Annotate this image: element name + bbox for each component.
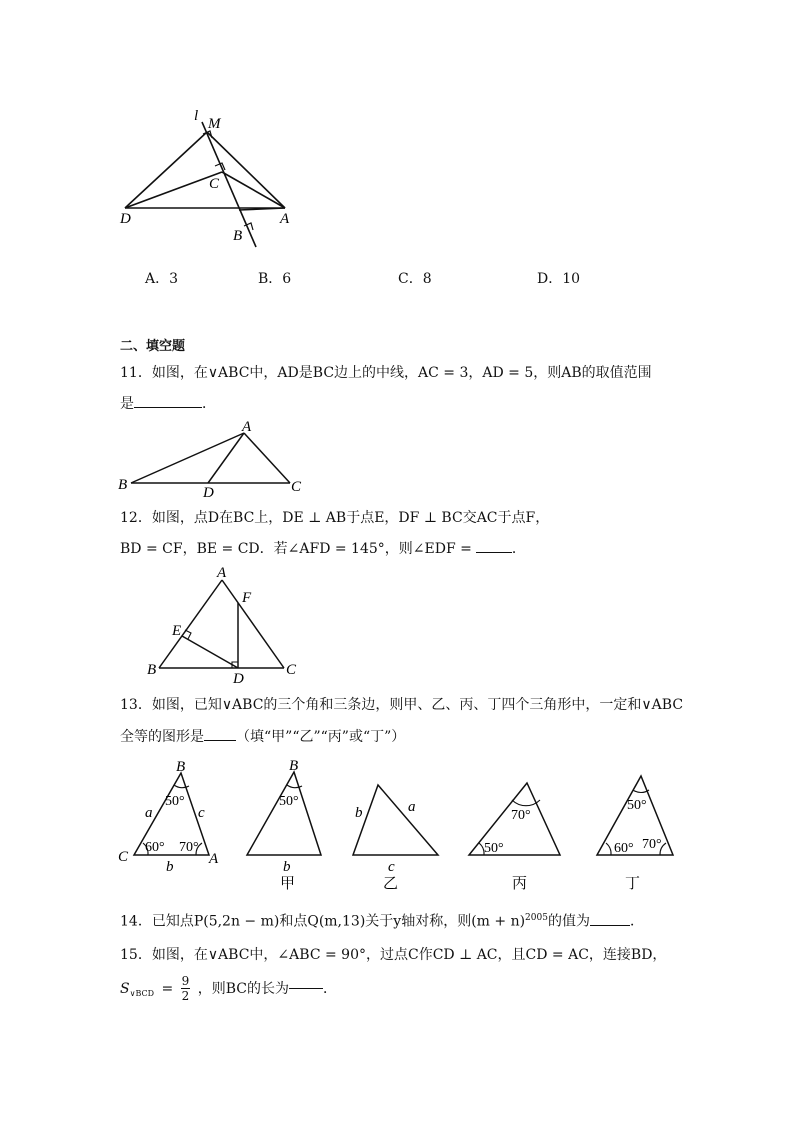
q15-s: S [120,980,130,997]
q15-answer-blank[interactable] [289,988,323,989]
q12-text: BD = CF，BE = CD．若∠AFD = 145°，则∠EDF = [120,541,472,557]
q15-line2 [120,974,337,1010]
q12-label-A: A [217,565,227,581]
tri0-angle-C: 60° [145,840,165,855]
q11-line1: 11．如图，在∨ABC中，AD是BC边上的中线，AC = 3，AD = 5，则AB的取值范围 [120,365,652,381]
q11-label-C: C [291,479,302,495]
label-M: M [208,116,221,132]
q15-denominator: 2 [181,989,190,1003]
tri0-label-C: C [118,849,129,865]
q15-s-sub: ∨BCD [129,988,155,998]
q12-label-E: E [172,623,182,639]
q15-fraction [181,974,191,1003]
q10-figure [0,0,794,280]
jia-label-b: b [283,859,291,875]
q12-line1: 12．如图，点D在BC上，DE ⊥ AB于点E，DF ⊥ BC交AC于点F， [120,510,550,526]
yi-label-c: c [388,859,395,875]
yi-label-a: a [408,799,416,815]
q11-line2 [120,395,216,413]
yi-label-b: b [355,805,363,821]
option-b: B．6 [258,271,292,287]
tri0-label-B: B [176,759,186,775]
q11-label-B: B [118,477,128,493]
ding-angle-left: 60° [614,841,634,856]
label-B: B [233,228,243,244]
jia-name: 甲 [280,874,296,892]
q13-answer-blank[interactable] [204,740,236,741]
label-A: A [280,211,290,227]
q14-suffix: 的值为 [547,913,590,930]
q13-prefix: 全等的图形是 [120,729,204,745]
q12-label-B: B [147,662,157,678]
bing-angle-left: 50° [484,841,504,856]
section-title: 二、填空题 [120,339,186,354]
q15-end: ． [323,980,338,997]
yi-name: 乙 [383,874,399,892]
ding-angle-top: 50° [627,798,647,813]
q12-label-D: D [233,671,244,687]
q12-suffix: ． [511,541,526,557]
ding-angle-right: 70° [642,837,662,852]
label-l: l [194,108,199,124]
q14-text: 14．已知点P(5,2n − m)和点Q(m,13)关于y轴对称，则(m + n) [120,913,526,930]
tri0-angle-A: 70° [179,840,199,855]
q13-figures [0,755,794,895]
ding-name: 丁 [625,874,641,892]
option-a: A．3 [145,271,179,287]
bing-name: 丙 [512,874,528,892]
q11-label-A: A [242,419,252,435]
q11-label-D: D [203,485,214,501]
jia-label-B: B [289,758,299,774]
bing-angle-top: 70° [511,808,531,823]
q15-rest: ，则BC的长为 [197,980,290,997]
option-c: C．8 [398,271,432,287]
jia-angle: 50° [279,794,299,809]
tri0-label-a: a [145,805,153,821]
tri0-label-c: c [198,805,205,821]
q13-line2 [120,728,405,746]
q15-eq: = [161,980,174,997]
q13-line1: 13．如图，已知∨ABC的三个角和三条边，则甲、乙、丙、丁四个三角形中，一定和∨ABC [120,697,684,713]
q14-line [120,909,644,931]
q15-numerator: 9 [181,974,190,988]
tri0-label-A: A [209,851,219,867]
q14-exponent: 2005 [525,913,548,923]
q12-line2 [120,540,526,558]
tri0-angle-B: 50° [165,794,185,809]
q12-label-F: F [242,590,252,606]
option-d: D．10 [537,271,581,287]
q12-label-C: C [286,662,297,678]
q15-line1: 15．如图，在∨ABC中，∠ABC = 90°，过点C作CD ⊥ AC，且CD = AC，连接BD， [120,947,667,963]
q11-answer-blank[interactable] [134,407,202,408]
label-D: D [120,211,131,227]
q12-figure [0,562,794,687]
q11-figure [0,415,794,501]
q13-suffix: （填“甲”“乙”“丙”或“丁”） [236,729,406,745]
tri0-label-b: b [166,859,174,875]
q11-prefix: 是 [120,396,134,412]
label-C: C [209,176,220,192]
q12-answer-blank[interactable] [476,552,512,553]
q11-suffix: ． [202,396,216,412]
q14-end: ． [629,913,644,930]
q14-answer-blank[interactable] [590,925,630,926]
